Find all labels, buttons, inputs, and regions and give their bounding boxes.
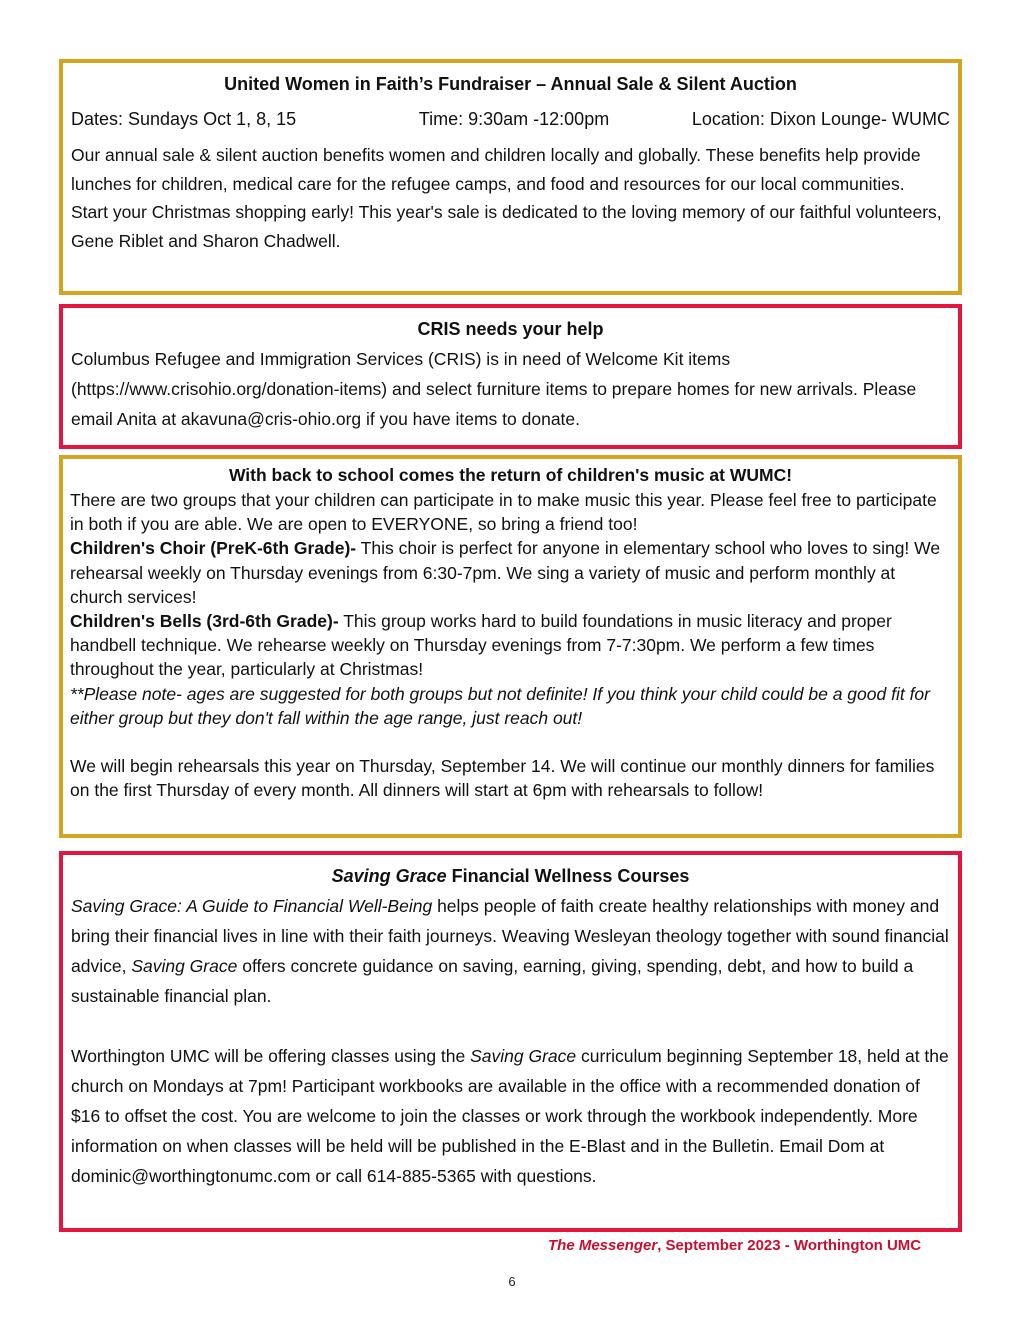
music-closing: We will begin rehearsals this year on Thursday, September 14. We will continue our monthly dinners for families on the first Thursday of every month. All dinners will start at 6pm with rehearsals to follow! xyxy=(70,756,935,801)
saving-grace-title: Saving Grace Financial Wellness Courses xyxy=(331,866,690,886)
choir-paragraph xyxy=(70,536,951,609)
saving-grace-box xyxy=(59,851,962,1232)
page-number: 6 xyxy=(508,1274,516,1289)
newsletter-footer xyxy=(548,1236,921,1256)
childrens-music-box xyxy=(59,455,962,838)
saving-grace-paragraph-1: Saving Grace: A Guide to Financial Well-Being helps people of faith create healthy relationships with money and bring their financial lives in line with their faith journeys. Weaving Wesleyan theology together with sound financial advice, Saving Grace offers concrete guidance on saving, earning, giving, spending, debt, and how to build a sustainable financial plan. xyxy=(71,896,949,1006)
bells-paragraph xyxy=(70,609,951,682)
cris-body: Columbus Refugee and Immigration Services (CRIS) is in need of Welcome Kit items (https://www.crisohio.org/donation-items) and select furniture items to prepare homes for new arrivals. Please email Anita at akavuna@cris-ohio.org if you have items to donate. xyxy=(71,349,917,429)
uwf-paragraph-2: Start your Christmas shopping early! This year's sale is dedicated to the loving memory of our faithful volunteers, Gene Riblet and Sharon Chadwell. xyxy=(71,202,942,251)
publication-name: The Messenger xyxy=(548,1237,658,1254)
uwf-time: Time: 9:30am -12:00pm xyxy=(418,109,610,129)
age-note: **Please note- ages are suggested for both groups but not definite! If you think your child could be a good fit for either group but they don't fall within the age range, just reach out! xyxy=(70,683,930,728)
bells-label: Children's Bells (3rd-6th Grade)- xyxy=(70,611,339,632)
choir-text: This choir is perfect for anyone in elementary school who loves to sing! We rehearsal weekly on Thursday evenings from 6:30-7pm. We sing a variety of music and perform monthly at church services! xyxy=(70,538,941,607)
uwf-paragraph-1: Our annual sale & silent auction benefits women and children locally and globally. These benefits help provide lunches for children, medical care for the refugee camps, and food and resources for our local communities. xyxy=(71,145,921,194)
uwf-dates: Dates: Sundays Oct 1, 8, 15 xyxy=(71,109,297,129)
choir-label: Children's Choir (PreK-6th Grade)- xyxy=(70,538,357,559)
cris-box xyxy=(59,304,962,449)
uwf-title: United Women in Faith’s Fundraiser – Annual Sale & Silent Auction xyxy=(224,74,797,94)
music-intro: There are two groups that your children can participate in to make music this year. Please feel free to participate in both if you are able. We are open to EVERYONE, so bring a friend too! xyxy=(70,490,937,535)
uwf-fundraiser-box xyxy=(59,59,962,295)
music-title: With back to school comes the return of children's music at WUMC! xyxy=(228,465,793,485)
cris-title: CRIS needs your help xyxy=(417,319,604,339)
bells-text: This group works hard to build foundations in music literacy and proper handbell technique. We rehearse weekly on Thursday evenings from 7-7:30pm. We perform a few times throughout the year, particularly at Christmas! xyxy=(70,611,892,680)
saving-grace-paragraph-2: Worthington UMC will be offering classes using the Saving Grace curriculum beginning September 18, held at the church on Mondays at 7pm! Participant workbooks are available in the office with a recommended donation of $16 to offset the cost. You are welcome to join the classes or work through the workbook independently. More information on when classes will be held will be published in the E-Blast and in the Bulletin. Email Dom at dominic@worthingtonumc.com or call 614-885-5365 with questions. xyxy=(71,1046,949,1186)
uwf-event-details xyxy=(71,101,950,137)
uwf-location: Location: Dixon Lounge- WUMC xyxy=(691,109,950,129)
footer-date: , September 2023 - Worthington UMC xyxy=(657,1237,922,1254)
